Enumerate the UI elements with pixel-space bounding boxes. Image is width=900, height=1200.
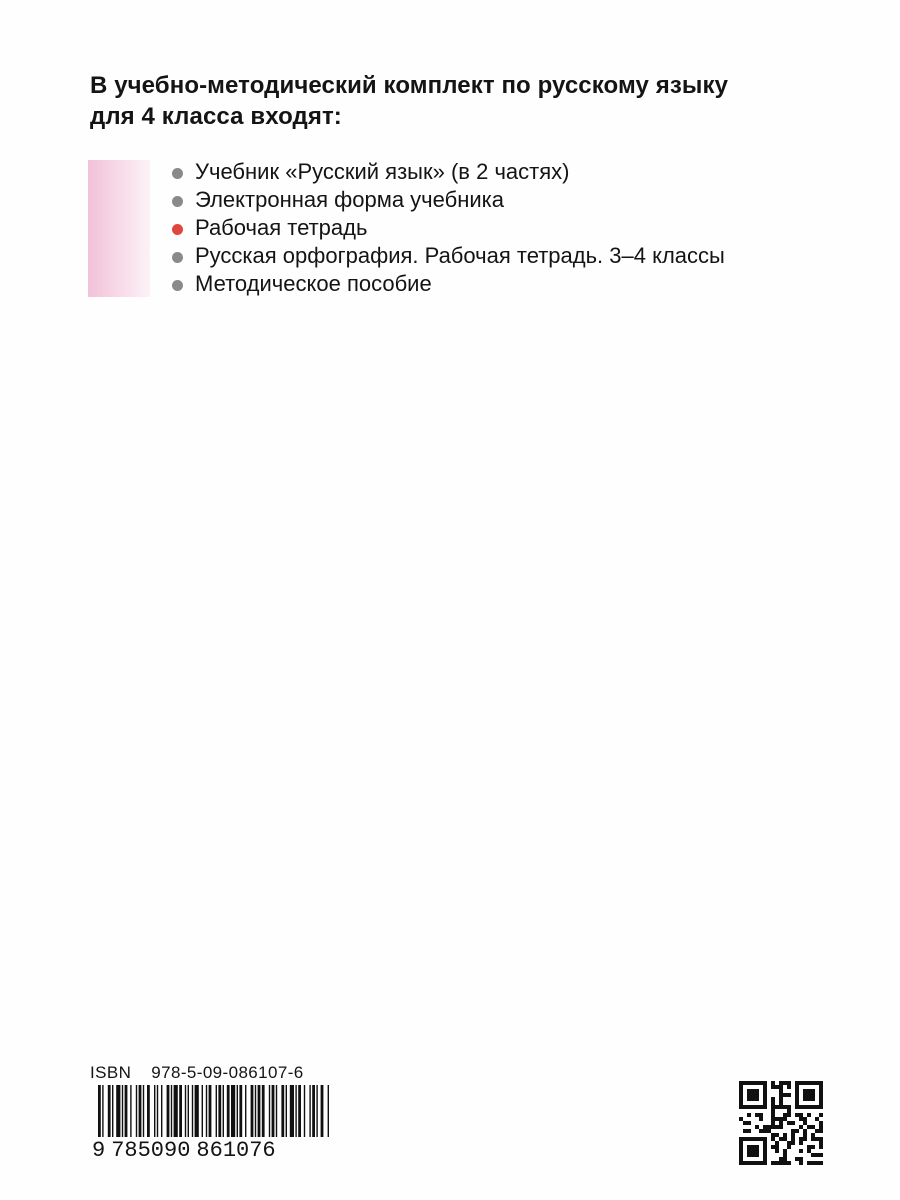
- qr-module: [787, 1093, 791, 1097]
- qr-module: [815, 1129, 819, 1133]
- barcode-digit-group-2: 861076: [196, 1138, 276, 1163]
- page-heading: [90, 70, 850, 132]
- qr-module: [787, 1145, 791, 1149]
- qr-module: [799, 1157, 803, 1161]
- qr-module: [807, 1145, 811, 1149]
- qr-module: [791, 1133, 795, 1137]
- qr-module: [795, 1157, 799, 1161]
- qr-module: [803, 1129, 807, 1133]
- qr-module: [763, 1129, 767, 1133]
- list-item-text: Методическое пособие: [195, 271, 432, 296]
- list-item-text: Учебник «Русский язык» (в 2 частях): [195, 159, 570, 184]
- qr-module: [811, 1125, 815, 1129]
- qr-module: [771, 1101, 775, 1105]
- list-item: [170, 158, 725, 186]
- qr-module: [775, 1133, 779, 1137]
- qr-module: [811, 1137, 815, 1141]
- qr-module: [743, 1121, 747, 1125]
- list-item: [170, 214, 725, 242]
- qr-module: [783, 1113, 787, 1117]
- qr-module: [755, 1125, 759, 1129]
- qr-module: [783, 1093, 787, 1097]
- qr-module: [747, 1121, 751, 1125]
- qr-module: [759, 1129, 763, 1133]
- qr-module: [771, 1133, 775, 1137]
- qr-module: [775, 1149, 779, 1153]
- qr-module: [791, 1141, 795, 1145]
- qr-module: [771, 1105, 775, 1109]
- qr-module: [787, 1085, 791, 1089]
- qr-module: [759, 1117, 763, 1121]
- barcode-digits: [92, 1137, 332, 1165]
- qr-module: [779, 1117, 783, 1121]
- qr-module: [819, 1153, 823, 1157]
- qr-module: [815, 1117, 819, 1121]
- qr-module: [783, 1133, 787, 1137]
- qr-module: [819, 1161, 823, 1165]
- qr-module: [775, 1145, 779, 1149]
- qr-module: [771, 1097, 775, 1101]
- qr-module: [779, 1121, 783, 1125]
- qr-module: [779, 1101, 783, 1105]
- qr-module: [775, 1105, 779, 1109]
- qr-finder-inner: [747, 1145, 759, 1157]
- qr-module: [779, 1105, 783, 1109]
- qr-module: [811, 1161, 815, 1165]
- qr-module: [779, 1161, 783, 1165]
- qr-module: [779, 1089, 783, 1093]
- bullet-icon: [172, 196, 183, 207]
- list-item-text: Рабочая тетрадь: [195, 215, 368, 240]
- qr-module: [803, 1121, 807, 1125]
- qr-module: [799, 1137, 803, 1141]
- qr-module: [803, 1133, 807, 1137]
- qr-module: [779, 1125, 783, 1129]
- list-item: [170, 186, 725, 214]
- qr-module: [771, 1125, 775, 1129]
- heading-line-1: В учебно-методический комплект по русскому языку: [90, 72, 729, 99]
- bullet-icon: [172, 168, 183, 179]
- qr-module: [779, 1085, 783, 1089]
- qr-module: [779, 1093, 783, 1097]
- qr-module: [755, 1113, 759, 1117]
- qr-module: [775, 1161, 779, 1165]
- qr-module: [815, 1161, 819, 1165]
- qr-finder-inner: [803, 1089, 815, 1101]
- qr-module: [763, 1125, 767, 1129]
- qr-module: [783, 1105, 787, 1109]
- qr-module: [799, 1125, 803, 1129]
- qr-module: [807, 1125, 811, 1129]
- qr-module: [783, 1149, 787, 1153]
- qr-module: [787, 1113, 791, 1117]
- qr-module: [767, 1125, 771, 1129]
- qr-finder-inner: [747, 1089, 759, 1101]
- list-item: [170, 270, 725, 298]
- qr-module: [783, 1157, 787, 1161]
- pink-accent-bar: [88, 160, 150, 297]
- qr-module: [771, 1137, 775, 1141]
- list-item-text: Русская орфография. Рабочая тетрадь. 3–4 классы: [195, 243, 725, 268]
- bullet-icon: [172, 252, 183, 263]
- qr-module: [747, 1113, 751, 1117]
- qr-module: [747, 1129, 751, 1133]
- qr-module: [783, 1161, 787, 1165]
- qr-module: [771, 1081, 775, 1085]
- qr-module: [783, 1137, 787, 1141]
- qr-module: [771, 1145, 775, 1149]
- isbn-label: ISBN: [90, 1063, 132, 1082]
- bullet-icon: [172, 280, 183, 291]
- qr-module: [791, 1137, 795, 1141]
- qr-module: [799, 1113, 803, 1117]
- qr-module: [795, 1129, 799, 1133]
- list-item: [170, 242, 725, 270]
- qr-module: [775, 1117, 779, 1121]
- qr-module: [819, 1129, 823, 1133]
- qr-module: [803, 1137, 807, 1141]
- qr-module: [819, 1125, 823, 1129]
- bullet-icon: [172, 224, 183, 235]
- qr-module: [807, 1149, 811, 1153]
- qr-module: [771, 1117, 775, 1121]
- qr-module: [787, 1105, 791, 1109]
- barcode-first-digit: 9: [92, 1138, 106, 1163]
- qr-module: [787, 1109, 791, 1113]
- qr-module: [819, 1121, 823, 1125]
- qr-module: [771, 1161, 775, 1165]
- qr-module: [791, 1129, 795, 1133]
- qr-module: [807, 1161, 811, 1165]
- isbn-number: 978-5-09-086107-6: [151, 1063, 304, 1082]
- qr-module: [791, 1121, 795, 1125]
- qr-module: [783, 1117, 787, 1121]
- qr-module: [779, 1081, 783, 1085]
- barcode-digit-group-1: 785090: [111, 1138, 191, 1163]
- qr-module: [767, 1129, 771, 1133]
- qr-code-icon: [737, 1081, 825, 1165]
- qr-module: [811, 1145, 815, 1149]
- qr-module: [819, 1145, 823, 1149]
- qr-module: [787, 1081, 791, 1085]
- qr-module: [799, 1161, 803, 1165]
- qr-module: [759, 1113, 763, 1117]
- qr-module: [771, 1109, 775, 1113]
- qr-module: [779, 1157, 783, 1161]
- qr-module: [783, 1153, 787, 1157]
- qr-module: [795, 1113, 799, 1117]
- qr-module: [811, 1133, 815, 1137]
- qr-module: [743, 1129, 747, 1133]
- qr-module: [783, 1081, 787, 1085]
- qr-module: [771, 1085, 775, 1089]
- qr-module: [799, 1141, 803, 1145]
- qr-module: [799, 1149, 803, 1153]
- qr-module: [787, 1121, 791, 1125]
- qr-module: [819, 1137, 823, 1141]
- qr-module: [787, 1161, 791, 1165]
- list-item-text: Электронная форма учебника: [195, 187, 505, 212]
- qr-module: [775, 1141, 779, 1145]
- qr-module: [819, 1141, 823, 1145]
- kit-items-list: [170, 158, 725, 298]
- isbn-line: [90, 1063, 304, 1083]
- heading-line-2: для 4 класса входят:: [90, 103, 342, 130]
- qr-module: [799, 1117, 803, 1121]
- qr-module: [779, 1097, 783, 1101]
- qr-module: [771, 1113, 775, 1117]
- qr-module: [779, 1137, 783, 1141]
- qr-module: [803, 1117, 807, 1121]
- qr-module: [815, 1153, 819, 1157]
- qr-module: [815, 1137, 819, 1141]
- qr-module: [775, 1125, 779, 1129]
- qr-module: [739, 1117, 743, 1121]
- qr-module: [819, 1113, 823, 1117]
- qr-module: [787, 1141, 791, 1145]
- qr-module: [807, 1113, 811, 1117]
- qr-module: [811, 1153, 815, 1157]
- qr-module: [775, 1085, 779, 1089]
- qr-module: [771, 1121, 775, 1125]
